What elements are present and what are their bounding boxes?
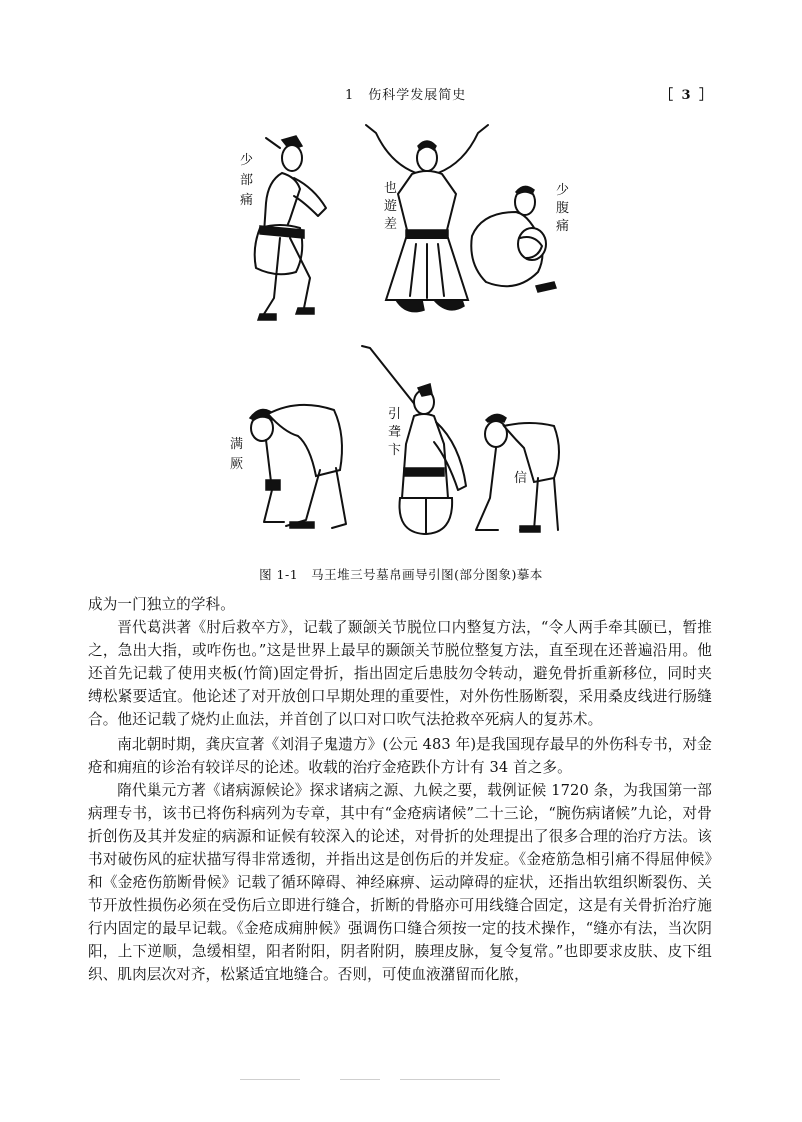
figure-person-4 bbox=[230, 405, 346, 528]
figure-5-label: 引聋卞 bbox=[388, 407, 402, 458]
figure-person-1 bbox=[240, 136, 326, 320]
paragraph-continuation: 成为一门独立的学科。 bbox=[88, 596, 235, 613]
figure-6-label: 信 bbox=[514, 471, 528, 486]
body-text bbox=[88, 593, 712, 986]
figure-person-5 bbox=[362, 346, 466, 534]
chapter-title: 1 伤科学发展简史 bbox=[345, 88, 467, 103]
bottom-bleed-marks bbox=[0, 1075, 802, 1083]
figure-person-3 bbox=[471, 182, 569, 292]
figure-person-2 bbox=[366, 125, 488, 312]
daoyin-figure-illustration bbox=[220, 118, 570, 548]
figure-drawing bbox=[220, 118, 570, 548]
figure-caption: 图 1-1 马王堆三号墓帛画导引图(部分图象)摹本 bbox=[259, 567, 543, 582]
figure-3-label: 少腹痛 bbox=[556, 183, 570, 234]
figure-4-label: 满厥 bbox=[230, 437, 244, 472]
paragraph-ge-hong: 晋代葛洪著《肘后救卒方》，记载了颞颌关节脱位口内整复方法，“令人两手牵其颐已，暂推之，急出大指，或咋伤也。”这是世界上最早的颞颌关节脱位整复方法，直至现在还普遍沿用。他还首先记载了使用夹板(竹简)固定骨折，指出固定后患肢勿令转动，避免骨折重新移位，同时夹缚松紧要适宜。他论述了对开放创口早期处理的重要性，对外伤性肠断裂，采用桑皮线进行肠缝合。他还记载了烧灼止血法，并首创了以口对口吹气法抢救卒死病人的复苏术。 bbox=[88, 619, 712, 728]
figure-1-label: 少部痛 bbox=[240, 153, 254, 208]
figure-person-6 bbox=[476, 414, 559, 532]
paragraph-sui-dynasty: 隋代巢元方著《诸病源候论》探求诸病之源、九候之要，载例证候 1720 条，为我国第一部病理专书，该书已将伤科病列为专章，其中有“金疮病诸候”二十三论，“腕伤病诸候”九论，对骨折创伤及其并发症的病源和证候有较深入的论述，对骨折的处理提出了很多合理的治疗方法。该书对破伤风的症状描写得非常透彻，并指出这是创伤后的并发症。《金疮筋急相引痛不得屈伸候》和《金疮伤筋断骨候》记载了循环障碍、神经麻痹、运动障碍的症状，还指出软组织断裂伤、关节开放性损伤必须在受伤后立即进行缝合，折断的骨胳亦可用线缝合固定，这是有关骨折治疗施行内固定的最早记载。《金疮成痈肿候》强调伤口缝合须按一定的技术操作，“缝亦有法，当次阴阳，上下逆顺，急缓相望，阳者附阳，阴者附阴，腠理皮脉，复令复常。”也即要求皮肤、皮下组织、肌肉层次对齐，松紧适宜地缝合。否则，可使血液潴留而化脓， bbox=[88, 782, 712, 983]
page-number: ［ 3 ］ bbox=[660, 88, 715, 103]
figure-2-label: 也遊差 bbox=[384, 181, 398, 232]
running-header bbox=[0, 84, 802, 106]
paragraph-southern-northern: 南北朝时期，龚庆宣著《刘涓子鬼遗方》(公元 483 年)是我国现存最早的外伤科专书，对金疮和痈疽的诊治有较详尽的论述。收载的治疗金疮跌仆方计有 34 首之多。 bbox=[88, 736, 712, 776]
